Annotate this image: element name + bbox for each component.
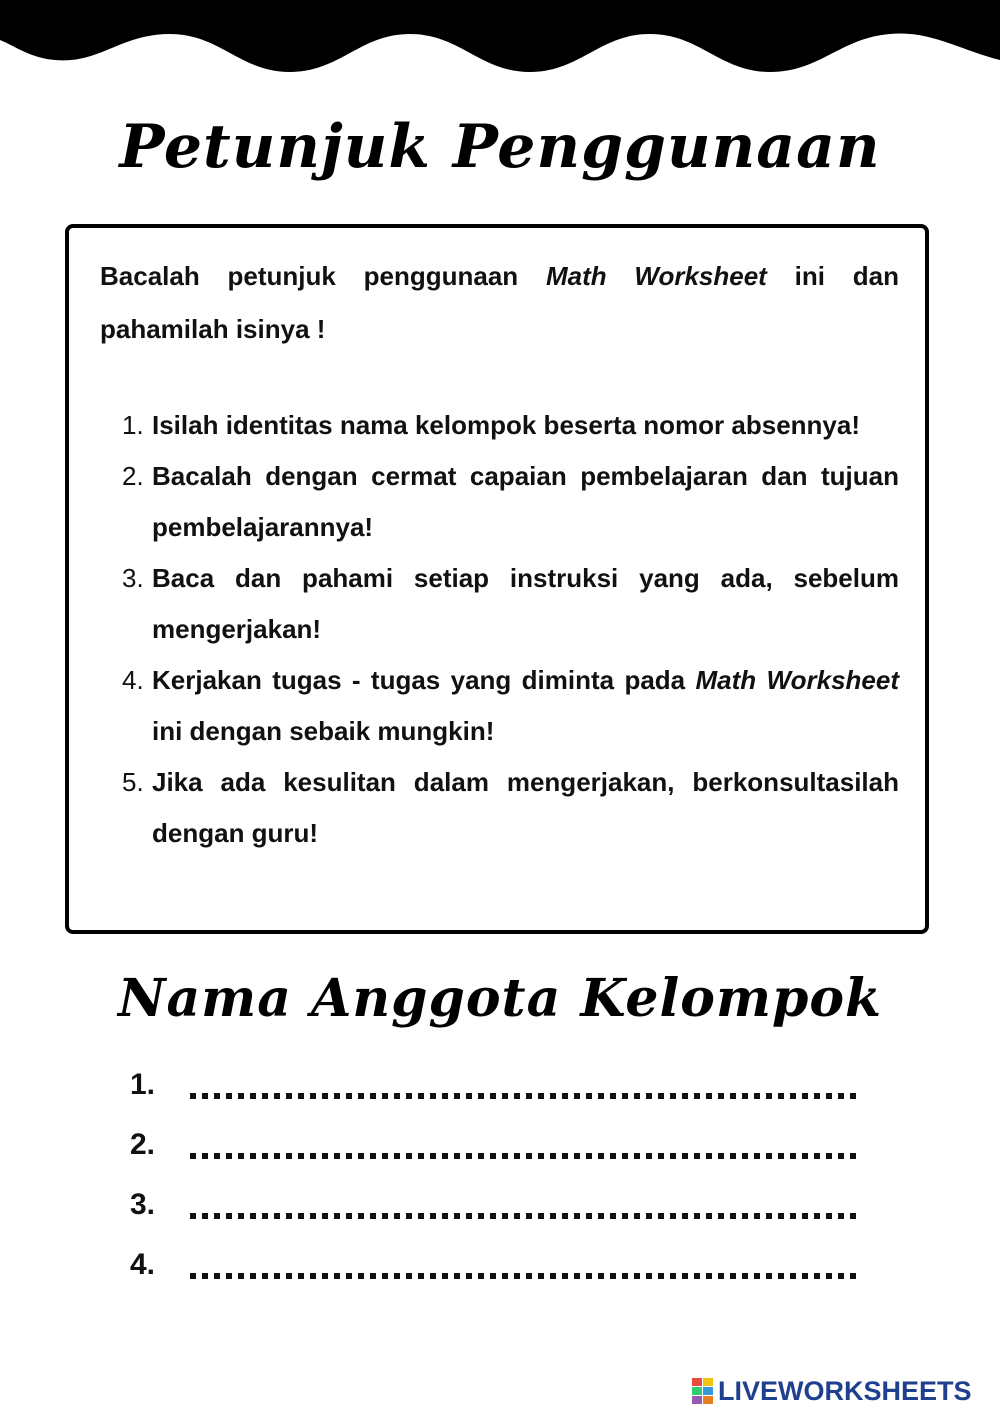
member-row: [130, 1180, 870, 1230]
member-name-blank[interactable]: [188, 1180, 860, 1230]
instruction-item: [100, 451, 899, 553]
instruction-text: Bacalah dengan cermat capaian pembelajaran dan tujuan pembelajarannya!: [152, 461, 899, 542]
instruction-text-end: ini dengan sebaik mungkin!: [152, 716, 495, 746]
instruction-item: [100, 655, 899, 757]
instruction-item: [100, 757, 899, 859]
instruction-number: 1.: [122, 410, 144, 440]
instruction-number: 2.: [122, 461, 144, 491]
instruction-number: 3.: [122, 563, 144, 593]
instruction-text: Jika ada kesulitan dalam mengerjakan, berkonsultasilah dengan guru!: [152, 767, 899, 848]
member-name-blank[interactable]: [188, 1120, 860, 1170]
member-row: [130, 1120, 870, 1170]
page-title: Petunjuk Penggunaan: [119, 112, 881, 182]
intro-text-end: ini dan pahamilah isinya !: [100, 261, 899, 344]
instruction-text: [152, 655, 899, 757]
instruction-text: Baca dan pahami setiap instruksi yang ada, sebelum mengerjakan!: [152, 563, 899, 644]
member-name-blank[interactable]: [188, 1240, 860, 1290]
instruction-item: [100, 553, 899, 655]
instruction-text: Isilah identitas nama kelompok beserta nomor absennya!: [152, 410, 860, 440]
liveworksheets-logo-icon: [692, 1378, 714, 1404]
instruction-number: 5.: [122, 767, 144, 797]
decorative-wave-header: [0, 0, 1000, 90]
instruction-text-italic: Math Worksheet: [695, 665, 899, 695]
member-number: 4.: [130, 1248, 156, 1281]
instructions-list: [100, 400, 899, 859]
instruction-item: [100, 400, 899, 451]
member-row: [130, 1240, 870, 1290]
member-number: 2.: [130, 1128, 156, 1161]
instruction-number: 4.: [122, 665, 144, 695]
intro-text-italic: Math Worksheet: [545, 261, 767, 291]
instruction-text-start: Kerjakan tugas - tugas yang diminta pada: [152, 665, 686, 695]
member-row: [130, 1060, 870, 1110]
member-name-blank[interactable]: [188, 1060, 860, 1110]
intro-text-start: Bacalah petunjuk penggunaan: [100, 261, 519, 291]
instructions-intro: [100, 250, 899, 356]
liveworksheets-logo[interactable]: [692, 1374, 972, 1408]
liveworksheets-brand: LIVEWORKSHEETS: [718, 1375, 972, 1406]
member-number: 1.: [130, 1068, 156, 1101]
member-number: 3.: [130, 1188, 156, 1221]
members-title: Nama Anggota Kelompok: [117, 968, 883, 1029]
